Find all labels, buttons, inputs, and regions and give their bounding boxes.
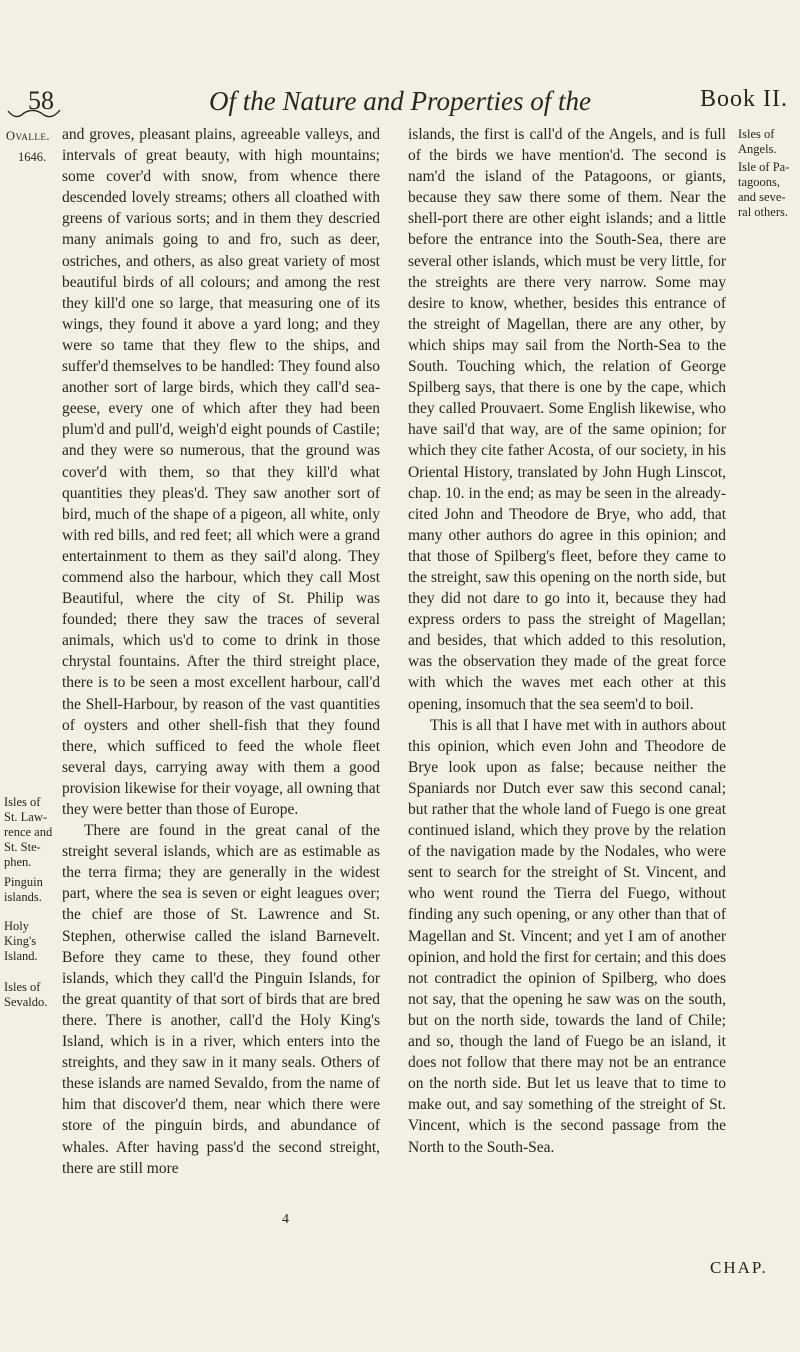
margin-note-angels: Isles of Angels. (738, 127, 777, 156)
margin-author: Ovalle. (6, 129, 50, 143)
left-text-column (62, 124, 380, 1179)
margin-note-pinguin: Pinguin islands. (4, 875, 43, 904)
margin-note-holy-king: Holy King's Island. (4, 919, 38, 963)
right-paragraph-2: This is all that I have met with in authors about this opinion, which even John and Theodore de Brye look upon as false; because neither the Spaniards nor Dutch ever saw this second canal; but rather that the whole land of Fuego is one great continued island, which they prove by the relation of the navigation made by the Nodales, who were sent to search for the streight of St. Vincent, and who went round the Tierra del Fuego, without finding any such opening, or any other than that of Magellan and St. Vincent; and yet I am of another opinion, and hold the first for certain; and this does not contradict the opinion of Spilberg, who does not say, that the opening he saw was on the south, but on the north side, towards the land of Chile; and so, though the land of Fuego be an island, it does not follow that there may not be an entrance on the north side. But let us leave that to time to make out, and say something of the streight of St. Vincent, which is the second passage from the North to the South-Sea. (408, 716, 726, 1156)
decorative-wave-ornament (6, 107, 62, 121)
page-number: 58 (28, 86, 54, 115)
left-paragraph-2: There are found in the great canal of the streight several islands, which are as estimable as the terra firma; they are generally in the widest part, where the sea is seven or eight leagues over; the chief are those of St. Lawrence and St. Stephen, otherwise called the island Barnevelt. Before they came to these, they found other islands, which they call'd the Pinguin Islands, for the great quantity of that sort of birds that are bred there. There is another, call'd the Holy King's Island, which is in a river, which enters into the streights, and they saw in it many seals. Others of these islands are named Sevaldo, from the name of him that discover'd them, near which there were store of the pinguin birds, and abundance of whales. After having pass'd the second streight, there are still more (62, 822, 380, 1177)
margin-note-patagoons: Isle of Pa- tagoons, and seve- ral others. (738, 160, 790, 219)
right-text-column (408, 124, 726, 1158)
margin-note-sevaldo: Isles of Sevaldo. (4, 980, 48, 1009)
running-title: Of the Nature and Properties of the (209, 86, 591, 116)
margin-note-st-lawrence: Isles of St. Law- rence and St. Ste- phen. (4, 795, 53, 869)
book-label: Book II. (700, 86, 788, 112)
running-header (0, 80, 800, 120)
margin-year: 1646. (18, 150, 47, 164)
catchword: CHAP. (710, 1258, 768, 1277)
right-paragraph-1: islands, the first is call'd of the Angels, and is full of the birds we have mention'd. The second is nam'd the island of the Patagoons, or giants, because they saw there some of them. Near the shell-port there are other eight islands; and a little before the entrance into the South-Sea, there are several other islands, which must be very little, for the streights are there very narrow. Some may desire to know, whether, besides this entrance of the streight of Magellan, there are any other, by which ships may sail from the North-Sea to the South. Touching which, the relation of George Spilberg says, that there is one by the cape, which they called Prouvaert. Some English likewise, who have sail'd that way, are of the same opinion; for which they cite father Acosta, of our society, in his Oriental History, translated by John Hugh Linscot, chap. 10. in the end; as may be seen in the already-cited John and Theodore de Brye, who add, that many other authors do agree in this opinion; and that those of Spilberg's fleet, before they came to the streight, saw this opening on the north side, but they did not dare to go into it, because they had express orders to pass the streight of Magellan; and besides, that which added to this resolution, was the observation they made of the great force with which the waves met each other at this opening, insomuch that the sea seem'd to boil. (408, 126, 726, 713)
signature-mark: 4 (282, 1212, 289, 1227)
left-paragraph-1: and groves, pleasant plains, agreeable valleys, and intervals of great beauty, with high mountains; some cover'd with snow, from whence there descended lovely streams; others all cloathed with greens of various sorts; and in them they descried many animals going to and fro, such as deer, ostriches, and others, as also great variety of most beautiful birds of all colours; and among the rest they kill'd one so large, that measuring one of its wings, they found it above a yard long; and they were so tame that they flew to the ships, and suffer'd themselves to be handled: They found also another sort of large birds, which they call'd sea-geese, every one of which after they had been plum'd and pull'd, weigh'd eight pounds of Castile; and they were so numerous, that the ground was cover'd with them, so that they kill'd what quantities they pleas'd. They saw another sort of bird, much of the shape of a pigeon, all white, only with red bills, and red feet; all which were a grand entertainment to them as they sail'd along. They commend also the harbour, which they call Most Beautiful, where the city of St. Philip was founded; there they saw the traces of several animals, which us'd to come to drink in those chrystal fountains. After the third streight place, there is to be seen a most excellent harbour, call'd the Shell-Harbour, by reason of the vast quantities of oysters and other shell-fish that they found there, which sufficed to feed the whole fleet several days, carrying away with them a good provision likewise for their voyage, all owning that they were better than those of Europe. (62, 126, 380, 818)
